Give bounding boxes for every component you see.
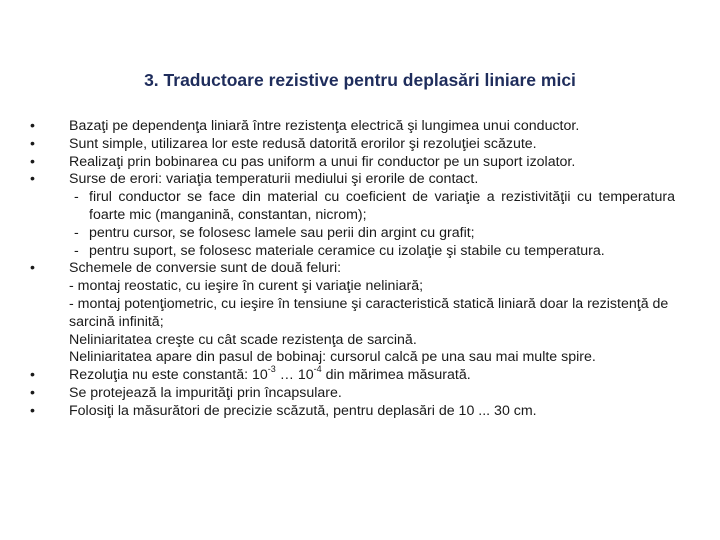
bullet-item-4 — [30, 171, 675, 260]
sub-item-text: firul conductor se face din material cu coeficient de variaţie a rezistivităţii cu temperatura foarte mic (manganină, constantan, nicrom); — [89, 189, 675, 223]
scheme-line-potentiometer: - montaj potenţiometric, cu ieşire în tensiune şi caracteristică statică liniară doar la rezistenţă de sarcină infinită; — [69, 295, 669, 330]
sub-item-support — [69, 243, 675, 261]
bullet-item-5 — [30, 260, 675, 367]
sub-item-text: pentru cursor, se folosesc lamele sau perii din argint cu grafit; — [89, 224, 475, 241]
sub-item-text: pentru suport, se folosesc materiale ceramice cu izolaţie şi stabile cu temperatura. — [89, 242, 605, 259]
sub-item-dash: - — [74, 242, 79, 259]
sub-item-wire — [69, 189, 675, 225]
bullet-item-1 — [30, 118, 675, 136]
bullet-text: Bazaţi pe dependenţa liniară între rezistenţa electrică şi lungimea unui conductor. — [69, 118, 580, 134]
bullet-marker: • — [30, 367, 35, 384]
bullet-item-6 — [30, 364, 675, 385]
bullet-text: Surse de erori: variaţia temperaturii mediului şi erorile de contact. — [69, 171, 479, 188]
bullet-list — [30, 118, 675, 421]
bullet-text-part: … 10 — [275, 367, 314, 384]
bullet-item-3 — [30, 154, 675, 172]
bullet-marker: • — [30, 260, 35, 277]
error-source-sublist — [69, 189, 675, 260]
slide-title: 3. Traductoare rezistive pentru deplasări liniare mici — [144, 70, 576, 90]
bullet-item-8 — [30, 403, 675, 421]
bullet-marker: • — [30, 135, 35, 152]
bullet-marker: • — [30, 118, 35, 134]
bullet-marker: • — [30, 153, 35, 170]
bullet-marker: • — [30, 384, 35, 401]
scheme-line-rheostat: - montaj reostatic, cu ieşire în curent şi variaţie neliniară; — [69, 278, 424, 295]
bullet-text: Schemele de conversie sunt de două feluri: — [69, 260, 342, 277]
exponent: -3 — [267, 364, 276, 375]
bullet-text: Sunt simple, utilizarea lor este redusă datorită erorilor şi rezoluţiei scăzute. — [69, 135, 537, 152]
bullet-text-part: Rezoluţia nu este constantă: 10 — [69, 367, 268, 384]
bullet-text: Realizaţi prin bobinarea cu pas uniform a unui fir conductor pe un suport izolator. — [69, 153, 576, 170]
bullet-item-7 — [30, 385, 675, 403]
bullet-text: Se protejează la impurităţi prin încapsulare. — [69, 384, 342, 401]
bullet-marker: • — [30, 402, 35, 419]
sub-item-dash: - — [74, 189, 79, 206]
bullet-text: Folosiţi la măsurători de precizie scăzută, pentru deplasări de 10 ... 30 cm. — [69, 402, 537, 419]
sub-item-cursor — [69, 225, 675, 243]
nonlinearity-line-winding: Neliniaritatea apare din pasul de bobinaj: cursorul calcă pe una sau mai multe spire. — [69, 349, 596, 366]
bullet-marker: • — [30, 171, 35, 188]
sub-item-dash: - — [74, 224, 79, 241]
bullet-item-2 — [30, 136, 675, 154]
nonlinearity-line-load: Neliniaritatea creşte cu cât scade rezistenţa de sarcină. — [69, 331, 417, 348]
bullet-text-part: din mărimea măsurată. — [321, 367, 471, 384]
exponent: -4 — [313, 364, 322, 375]
